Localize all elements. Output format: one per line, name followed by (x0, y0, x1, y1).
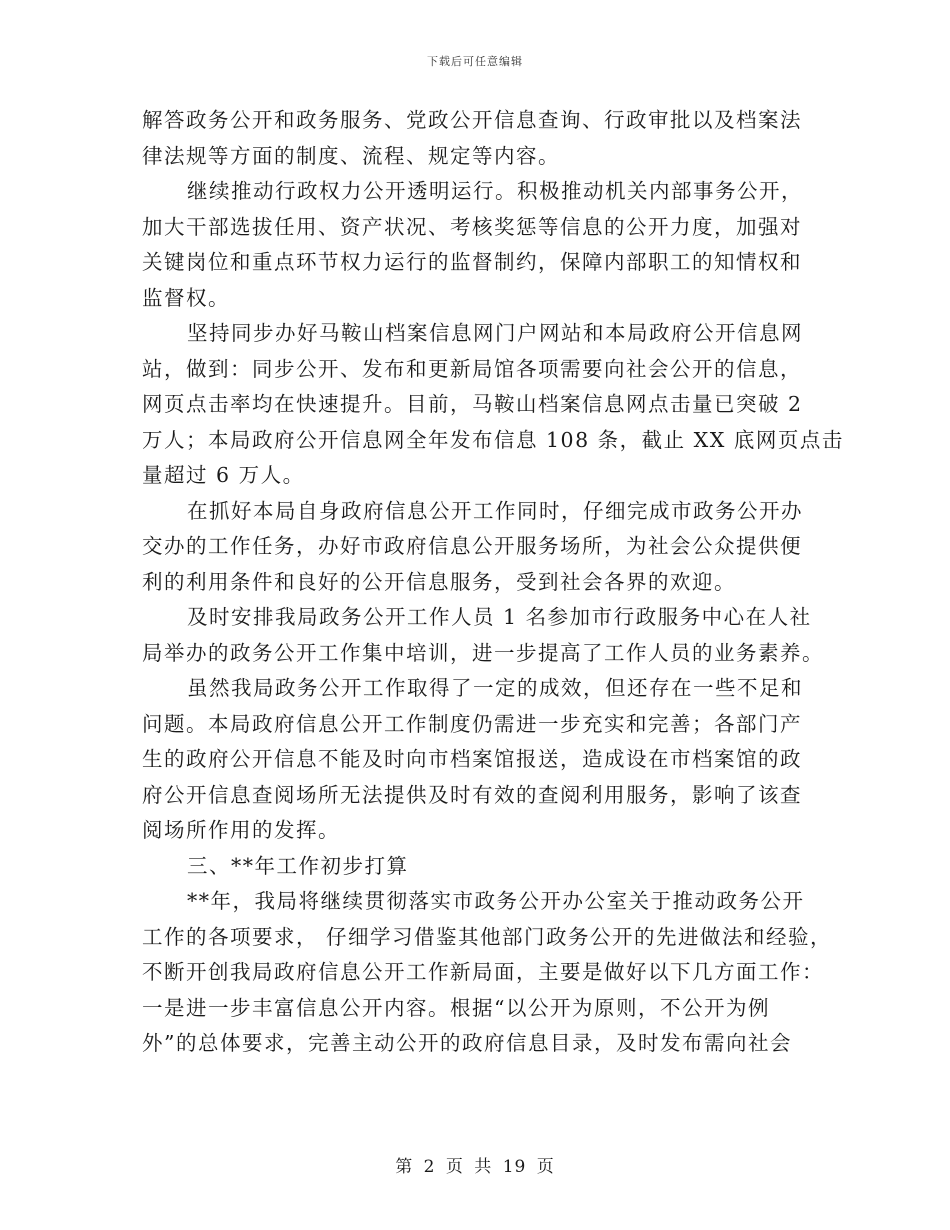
paragraph-line: 在抓好本局自身政府信息公开工作同时，仔细完成市政务公开办 (187, 498, 803, 523)
paragraph-line: **年，我局将继续贯彻落实市政务公开办公室关于推动政务公开 (187, 889, 805, 913)
paragraph (142, 174, 812, 316)
paragraph-line: 解答政务公开和政务服务、党政公开信息查询、行政审批以及档案法 (142, 108, 802, 132)
paragraph-line: 不断开创我局政府信息公开工作新局面，主要是做好以下几方面工作： (142, 960, 824, 984)
paragraph (142, 316, 844, 494)
paragraph (142, 103, 812, 174)
paragraph-line: 府公开信息查阅场所无法提供及时有效的查阅利用服务，影响了该查 (142, 782, 802, 807)
paragraph-line: 三、**年工作初步打算 (187, 853, 409, 878)
paragraph-line: 监督权。 (142, 285, 230, 310)
page-header-note: 下载后可任意编辑 (427, 55, 523, 68)
page-number-footer: 第 2 页 共 19 页 (395, 1157, 555, 1177)
paragraph-line: 关键岗位和重点环节权力运行的监督制约，保障内部职工的知情权和 (142, 250, 802, 274)
paragraph-line: 交办的工作任务，办好市政府信息公开服务场所，为社会公众提供便 (142, 534, 802, 558)
paragraph-line: 及时安排我局政务公开工作人员 1 名参加市行政服务中心在人社 (187, 605, 812, 629)
paragraph-line: 站，做到：同步公开、发布和更新局馆各项需要向社会公开的信息， (142, 356, 802, 381)
paragraph-line: 局举办的政务公开工作集中培训，进一步提高了工作人员的业务素养。 (142, 640, 824, 665)
paragraph-line: 一是进一步丰富信息公开内容。根据“以公开为原则，不公开为例 (142, 995, 770, 1020)
paragraph-line: 虽然我局政务公开工作取得了一定的成效，但还存在一些不足和 (187, 676, 803, 700)
paragraph-line: 坚持同步办好马鞍山档案信息网门户网站和本局政府公开信息网 (187, 321, 803, 345)
document-body (142, 103, 844, 1062)
paragraph-line: 量超过 6 万人。 (142, 463, 305, 487)
paragraph-line: 万人；本局政府公开信息网全年发布信息 108 条，截止 XX 底网页点击 (142, 427, 844, 452)
paragraph-line: 加大干部选拔任用、资产状况、考核奖惩等信息的公开力度，加强对 (142, 214, 802, 239)
paragraph-line: 问题。本局政府信息公开工作制度仍需进一步充实和完善；各部门产 (142, 711, 802, 736)
paragraph (142, 671, 812, 849)
paragraph (142, 849, 812, 885)
paragraph-line: 利的利用条件和良好的公开信息服务，受到社会各界的欢迎。 (142, 569, 736, 594)
paragraph-line: 律法规等方面的制度、流程、规定等内容。 (142, 143, 560, 168)
paragraph-line: 阅场所作用的发挥。 (142, 818, 340, 842)
paragraph (142, 600, 824, 671)
paragraph-line: 继续推动行政权力公开透明运行。积极推动机关内部事务公开， (187, 179, 803, 203)
paragraph-line: 网页点击率均在快速提升。目前，马鞍山档案信息网点击量已突破 2 (142, 392, 803, 416)
paragraph-line: 工作的各项要求， 仔细学习借鉴其他部门政务公开的先进做法和经验， (142, 924, 833, 949)
paragraph-line: 生的政府公开信息不能及时向市档案馆报送，造成设在市档案馆的政 (142, 747, 802, 771)
paragraph (142, 884, 833, 1062)
paragraph (142, 494, 812, 601)
paragraph-line: 外”的总体要求，完善主动公开的政府信息目录，及时发布需向社会 (142, 1031, 792, 1055)
